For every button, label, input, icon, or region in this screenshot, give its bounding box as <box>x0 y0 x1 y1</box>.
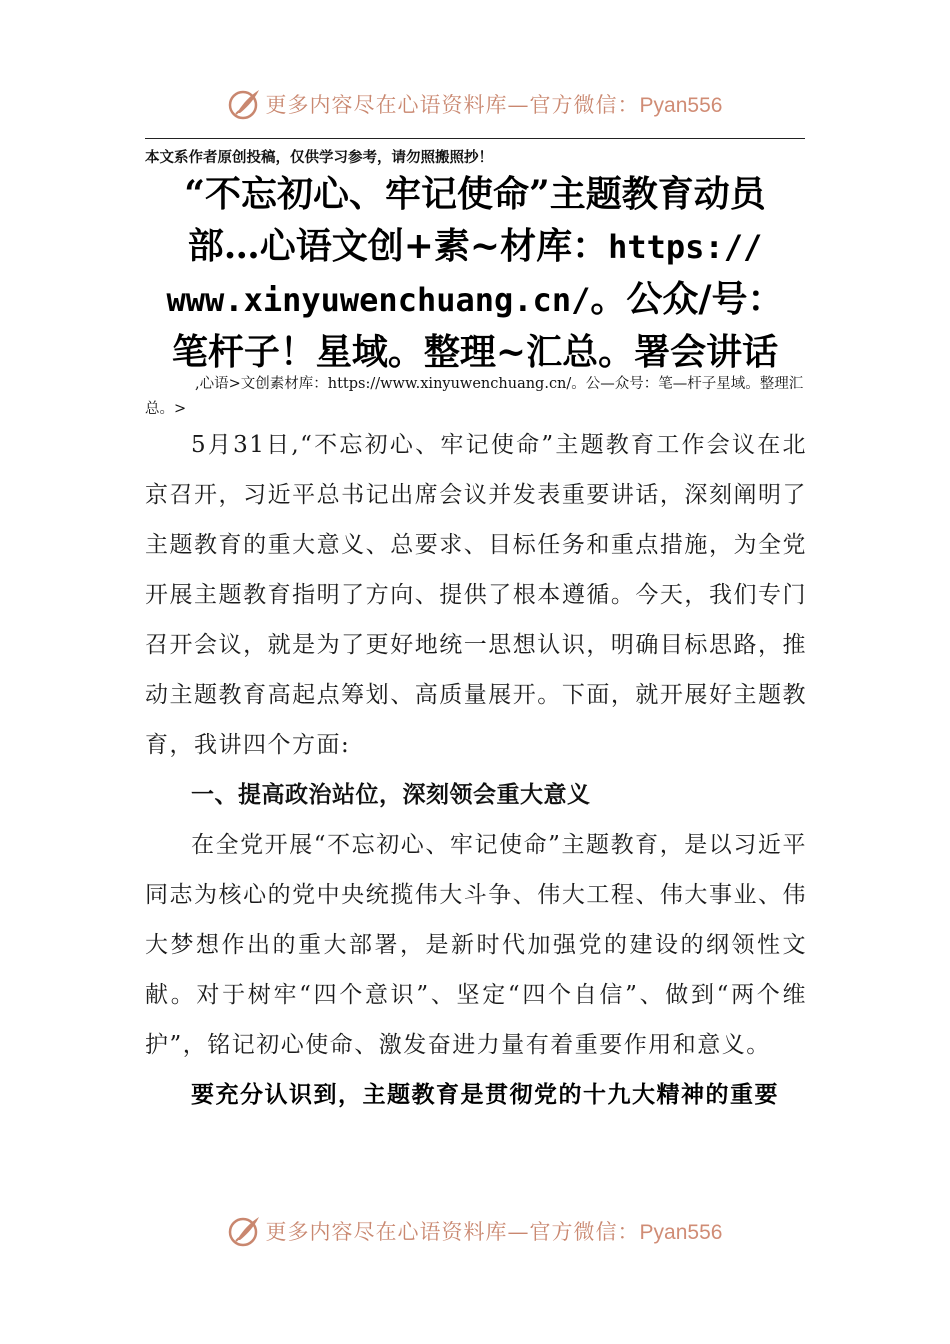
paragraph-significance: 在全党开展“不忘初心、牢记使命”主题教育，是以习近平同志为核心的党中央统揽伟大斗争、伟大工程、伟大事业、伟大梦想作出的重大部署，是新时代加强党的建设的纲领性文献。对于树牢“四个意识”、坚定“四个自信”、做到“两个维护”，铭记初心使命、激发奋进力量有着重要作用和意义。 <box>145 832 807 1058</box>
title-line-1: “不忘初心、牢记使命”主题教育动员 <box>184 173 766 215</box>
source-note: ,心语>文创素材库：https://www.xinyuwenchuang.cn/。公—众号：笔—杆子星域。整理汇总。> <box>145 376 804 417</box>
title-line-2: 部…心语文创+素~材库：https:// <box>187 225 763 267</box>
watermark-text: 更多内容尽在心语资料库—官方微信：Pyan556 <box>265 1220 723 1244</box>
document-body <box>145 420 807 1120</box>
title-line-4: 笔杆子！星域。整理~汇总。署会讲话 <box>171 331 779 373</box>
disclaimer-text: 本文系作者原创投稿，仅供学习参考，请勿照搬照抄！ <box>145 149 493 166</box>
header-rule <box>145 138 805 139</box>
wechat-id: Pyan556 <box>639 94 723 117</box>
quill-pen-logo-icon <box>228 87 262 121</box>
title-line-3: www.xinyuwenchuang.cn/。公众/号： <box>166 278 784 320</box>
section-heading-1: 一、提高政治站位，深刻领会重大意义 <box>191 782 591 808</box>
paragraph-intro: 5月31日,“不忘初心、牢记使命”主题教育工作会议在北京召开，习近平总书记出席会议并发表重要讲话，深刻阐明了主题教育的重大意义、总要求、目标任务和重点措施，为全党开展主题教育指明了方向、提供了根本遵循。今天，我们专门召开会议，就是为了更好地统一思想认识，明确目标思路，推动主题教育高起点筹划、高质量展开。下面，就开展好主题教育，我讲四个方面: <box>145 432 807 758</box>
paragraph-emphasis: 要充分认识到，主题教育是贯彻党的十九大精神的重要 <box>191 1081 779 1108</box>
quill-pen-logo-icon <box>228 1214 262 1248</box>
wechat-id: Pyan556 <box>639 1221 723 1244</box>
watermark-text: 更多内容尽在心语资料库—官方微信：Pyan556 <box>265 93 723 117</box>
footer-watermark <box>0 1211 950 1251</box>
document-title <box>145 168 805 378</box>
header-watermark <box>0 84 950 124</box>
